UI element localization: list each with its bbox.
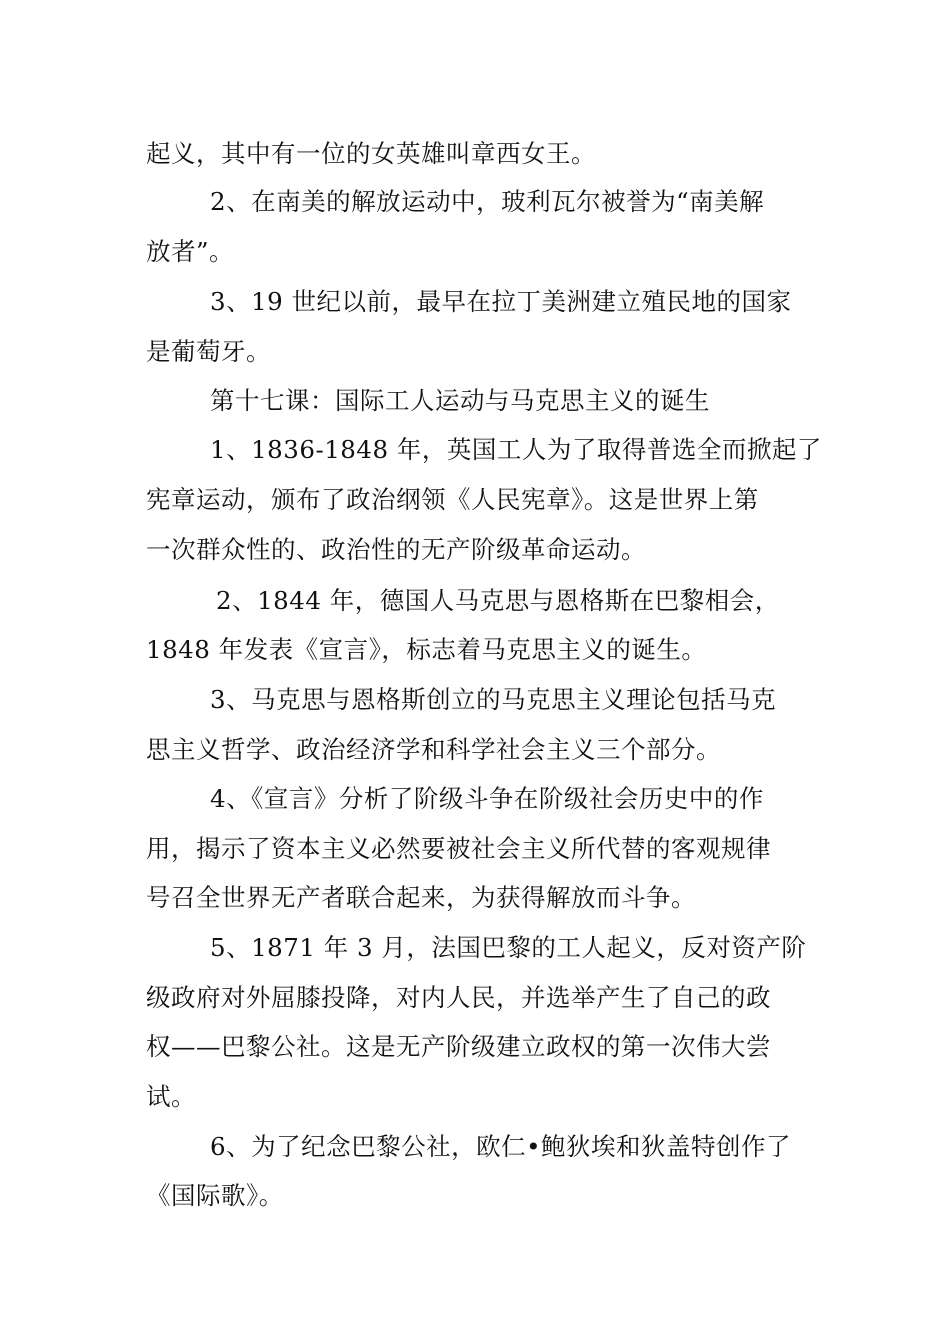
text-line: 试。 [146, 1082, 196, 1111]
lesson-heading: 第十七课：国际工人运动与马克思主义的诞生 [210, 386, 710, 415]
text-line: 放者”。 [146, 237, 235, 266]
text-line: 6、为了纪念巴黎公社，欧仁•鲍狄埃和狄盖特创作了 [210, 1132, 792, 1161]
text-line: 一次群众性的、政治性的无产阶级革命运动。 [146, 535, 646, 564]
text-line: 用，揭示了资本主义必然要被社会主义所代替的客观规律 [146, 834, 771, 863]
text-line: 2、在南美的解放运动中，玻利瓦尔被誉为“南美解 [210, 187, 765, 216]
text-line: 5、1871 年 3 月，法国巴黎的工人起义，反对资产阶 [210, 933, 807, 962]
text-line: 思主义哲学、政治经济学和科学社会主义三个部分。 [146, 735, 721, 764]
text-line: 宪章运动，颁布了政治纲领《人民宪章》。这是世界上第 [146, 485, 759, 514]
text-line: 权——巴黎公社。这是无产阶级建立政权的第一次伟大尝 [146, 1032, 771, 1061]
text-line: 起义，其中有一位的女英雄叫章西女王。 [146, 139, 596, 168]
text-line: 号召全世界无产者联合起来，为获得解放而斗争。 [146, 883, 696, 912]
text-line: 4、《宣言》分析了阶级斗争在阶级社会历史中的作 [210, 784, 764, 813]
text-line: 2、1844 年，德国人马克思与恩格斯在巴黎相会， [216, 586, 780, 615]
text-line: 1、1836-1848 年，英国工人为了取得普选全而掀起了 [210, 435, 822, 464]
text-line: 3、19 世纪以前，最早在拉丁美洲建立殖民地的国家 [210, 287, 792, 316]
text-line: 3、马克思与恩格斯创立的马克思主义理论包括马克 [210, 685, 777, 714]
text-line: 是葡萄牙。 [146, 337, 271, 366]
text-line: 级政府对外屈膝投降，对内人民，并选举产生了自己的政 [146, 983, 771, 1012]
text-line: 《国际歌》。 [146, 1181, 284, 1210]
text-line: 1848 年发表《宣言》，标志着马克思主义的诞生。 [146, 635, 707, 664]
